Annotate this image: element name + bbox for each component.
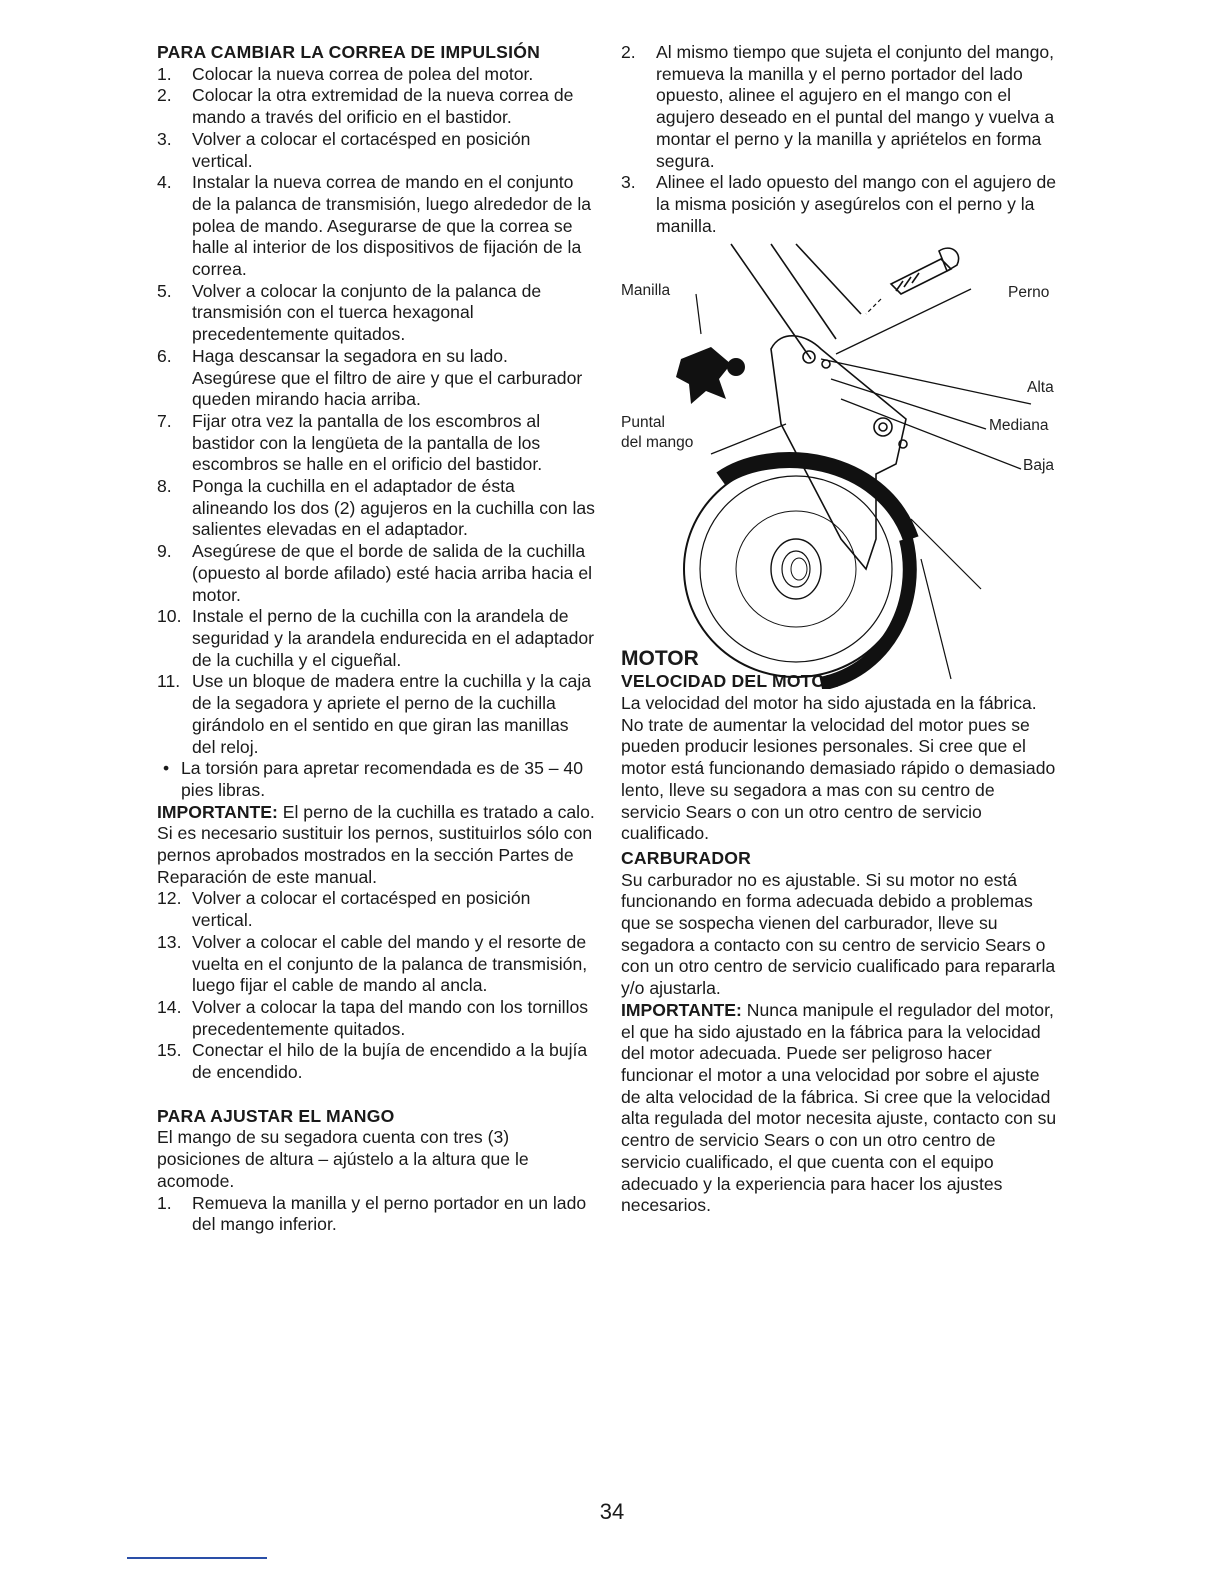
important-label: IMPORTANTE: — [157, 801, 278, 822]
list-item-number: 6. — [157, 345, 172, 366]
important-label: IMPORTANTE: — [621, 999, 742, 1020]
perno-label: Perno — [1008, 284, 1050, 302]
list-item — [157, 172, 595, 281]
belt-steps-list-2 — [157, 888, 595, 1083]
handle-steps-list-right — [621, 42, 1059, 237]
list-item-text: Al mismo tiempo que sujeta el conjunto del mango, remueva la manilla y el perno portador del lado opuesto, alinee el agujero en el mango con el agujero deseado en el puntal del mango y vuelva a montar el perno y la manilla y apriételos en forma segura. — [656, 42, 1055, 171]
list-item — [157, 476, 595, 541]
del-mango-label: del mango — [621, 434, 694, 452]
speed-heading: VELOCIDAD DEL MOTOR — [621, 671, 839, 692]
list-item-text: Fijar otra vez la pantalla de los escombros al bastidor con la lengüeta de la pantalla de los escombros se halle en el orificio del bastidor. — [192, 410, 543, 475]
list-item-number: 2. — [157, 85, 172, 106]
list-item-number: 15. — [157, 1040, 182, 1061]
list-item-text: Alinee el lado opuesto del mango con el agujero de la misma posición y asegúrelos con el perno y la manilla. — [656, 172, 1057, 236]
mediana-label: Mediana — [989, 417, 1049, 435]
list-item-text: Volver a colocar el cable del mando y el resorte de vuelta en el conjunto de la palanca de transmisión, luego fijar el cable de mando al ancla. — [192, 931, 588, 996]
torque-text: La torsión para apretar recomendada es de 35 – 40 pies libras. — [181, 758, 583, 800]
list-item — [621, 42, 1059, 172]
right-column — [621, 42, 1059, 1217]
list-item-number: 1. — [157, 1192, 172, 1213]
important-note-right — [621, 1000, 1059, 1217]
list-item-number: 10. — [157, 606, 182, 627]
page-number: 34 — [599, 1499, 625, 1524]
footer-rule — [127, 1557, 267, 1559]
list-item — [621, 172, 1059, 237]
list-item-number: 8. — [157, 476, 172, 497]
list-item-number: 3. — [157, 128, 172, 149]
handle-heading: PARA AJUSTAR EL MANGO — [157, 1105, 395, 1126]
list-item-text: Conectar el hilo de la bujía de encendido a la bujía de encendido. — [192, 1040, 588, 1083]
list-item — [157, 888, 595, 931]
list-item-number: 2. — [621, 42, 636, 62]
speed-text: La velocidad del motor ha sido ajustada en la fábrica. No trate de aumentar la velocidad del motor pues se pueden producir lesiones personales. Si cree que el motor está funcionando demasiado rápido o demasiado lento, lleve su segadora a mas con su centro de servicio Sears o con un otro centro de servicio cualificado. — [621, 693, 1056, 844]
knob-shape — [676, 347, 745, 404]
list-item-text: Instalar la nueva correa de mando en el conjunto de la palanca de transmisión, luego alrededor de la polea de mando. Asegurarse de que la correa se halle al interior de los dispositivos de fijación de la correa. — [192, 172, 592, 280]
list-item-text: Volver a colocar el cortacésped en posición vertical. — [192, 888, 531, 931]
list-item-text: Volver a colocar el cortacésped en posición vertical. — [192, 128, 531, 171]
carb-text: Su carburador no es ajustable. Si su motor no está funcionando en forma adecuada debido a problemas que se sospecha vienen del carburador, lleve su segadora a contacto con su centro de servicio Sears o con un otro centro de servicio cualificado para repararla y/o ajustarla. — [621, 869, 1056, 999]
important-note-left — [157, 802, 595, 889]
handle-steps-list — [157, 1193, 595, 1236]
torque-bullet — [157, 758, 595, 801]
list-item-text: Ponga la cuchilla en el adaptador de ésta alineando los dos (2) agujeros en la cuchilla con las salientes elevadas en el adaptador. — [192, 476, 595, 540]
list-item-text: Volver a colocar la conjunto de la palanca de transmisión con el tuerca hexagonal precedentemente quitados. — [192, 280, 542, 345]
list-item-text: Instale el perno de la cuchilla con la arandela de seguridad y la arandela endurecida en el adaptador de la cuchilla y el cigueñal. — [192, 606, 595, 670]
list-item-text: Colocar la otra extremidad de la nueva correa de mando a través del orificio en el bastidor. — [192, 85, 574, 128]
list-item-number: 9. — [157, 541, 172, 562]
list-item-text: Use un bloque de madera entre la cuchilla y la caja de la segadora y apriete el perno de la cuchilla girándolo en el sentido en que giran las manillas del reloj. — [192, 671, 592, 757]
baja-label: Baja — [1023, 457, 1055, 475]
handle-diagram — [621, 239, 1061, 689]
list-item-number: 4. — [157, 172, 172, 193]
list-item-number: 5. — [157, 280, 172, 301]
belt-heading: PARA CAMBIAR LA CORREA DE IMPULSIÓN — [157, 42, 540, 62]
list-item-number: 3. — [621, 172, 636, 193]
list-item-text: Haga descansar la segadora en su lado. Asegúrese que el filtro de aire y que el carburador queden mirando hacia arriba. — [192, 345, 583, 410]
important-text: El perno de la cuchilla es tratado a calo. Si es necesario sustituir los pernos, sustituirlos sólo con pernos aprobados mostrados en la sección Partes de Reparación de este manual. — [157, 801, 595, 887]
list-item-number: 7. — [157, 410, 172, 431]
handle-intro: El mango de su segadora cuenta con tres (3) posiciones de altura – ajústelo a la altura que le acomode. — [157, 1127, 529, 1191]
list-item-text: Remueva la manilla y el perno portador en un lado del mango inferior. — [192, 1192, 587, 1235]
list-item-number: 14. — [157, 996, 182, 1017]
list-item — [157, 1193, 595, 1236]
handle-adjust-figure — [621, 239, 1061, 689]
list-item — [157, 932, 595, 997]
important-text: Nunca manipule el regulador del motor, el que ha sido ajustado en la fábrica para la velocidad del motor adecuada. Puede ser peligroso hacer funcionar el motor a una velocidad por sobre el ajuste de alta velocidad de la fábrica. Si cree que la velocidad alta regulada del motor necesita ajuste, contacto con su centro de servicio Sears o con un otro centro de servicio cualificado, el que cuenta con el equipo adecuado y la experiencia para hacer los ajustes necesarios. — [621, 999, 1057, 1216]
list-item — [157, 997, 595, 1040]
bolt-shape — [891, 259, 951, 294]
list-item — [157, 64, 595, 86]
list-item-text: Colocar la nueva correa de polea del motor. — [192, 63, 534, 84]
motor-heading: MOTOR — [621, 647, 699, 671]
list-item-number: 13. — [157, 931, 182, 952]
list-item — [157, 671, 595, 758]
list-item — [157, 281, 595, 346]
belt-steps-list — [157, 64, 595, 759]
list-item-text: Volver a colocar la tapa del mando con los tornillos precedentemente quitados. — [192, 996, 589, 1039]
carb-heading: CARBURADOR — [621, 847, 752, 868]
puntal-label: Puntal — [621, 414, 665, 432]
alta-label: Alta — [1027, 379, 1054, 397]
list-item — [157, 1040, 595, 1083]
list-item — [157, 541, 595, 606]
list-item — [157, 129, 595, 172]
bullet-dot: • — [163, 758, 170, 779]
list-item-number: 11. — [157, 671, 181, 692]
list-item — [157, 346, 595, 411]
list-item-text: Asegúrese de que el borde de salida de la cuchilla (opuesto al borde afilado) esté hacia arriba hacia el motor. — [192, 541, 593, 605]
list-item-number: 1. — [157, 63, 172, 84]
list-item — [157, 411, 595, 476]
left-column — [157, 42, 595, 1236]
list-item — [157, 85, 595, 128]
manilla-label: Manilla — [621, 282, 671, 300]
list-item — [157, 606, 595, 671]
list-item-number: 12. — [157, 888, 182, 909]
